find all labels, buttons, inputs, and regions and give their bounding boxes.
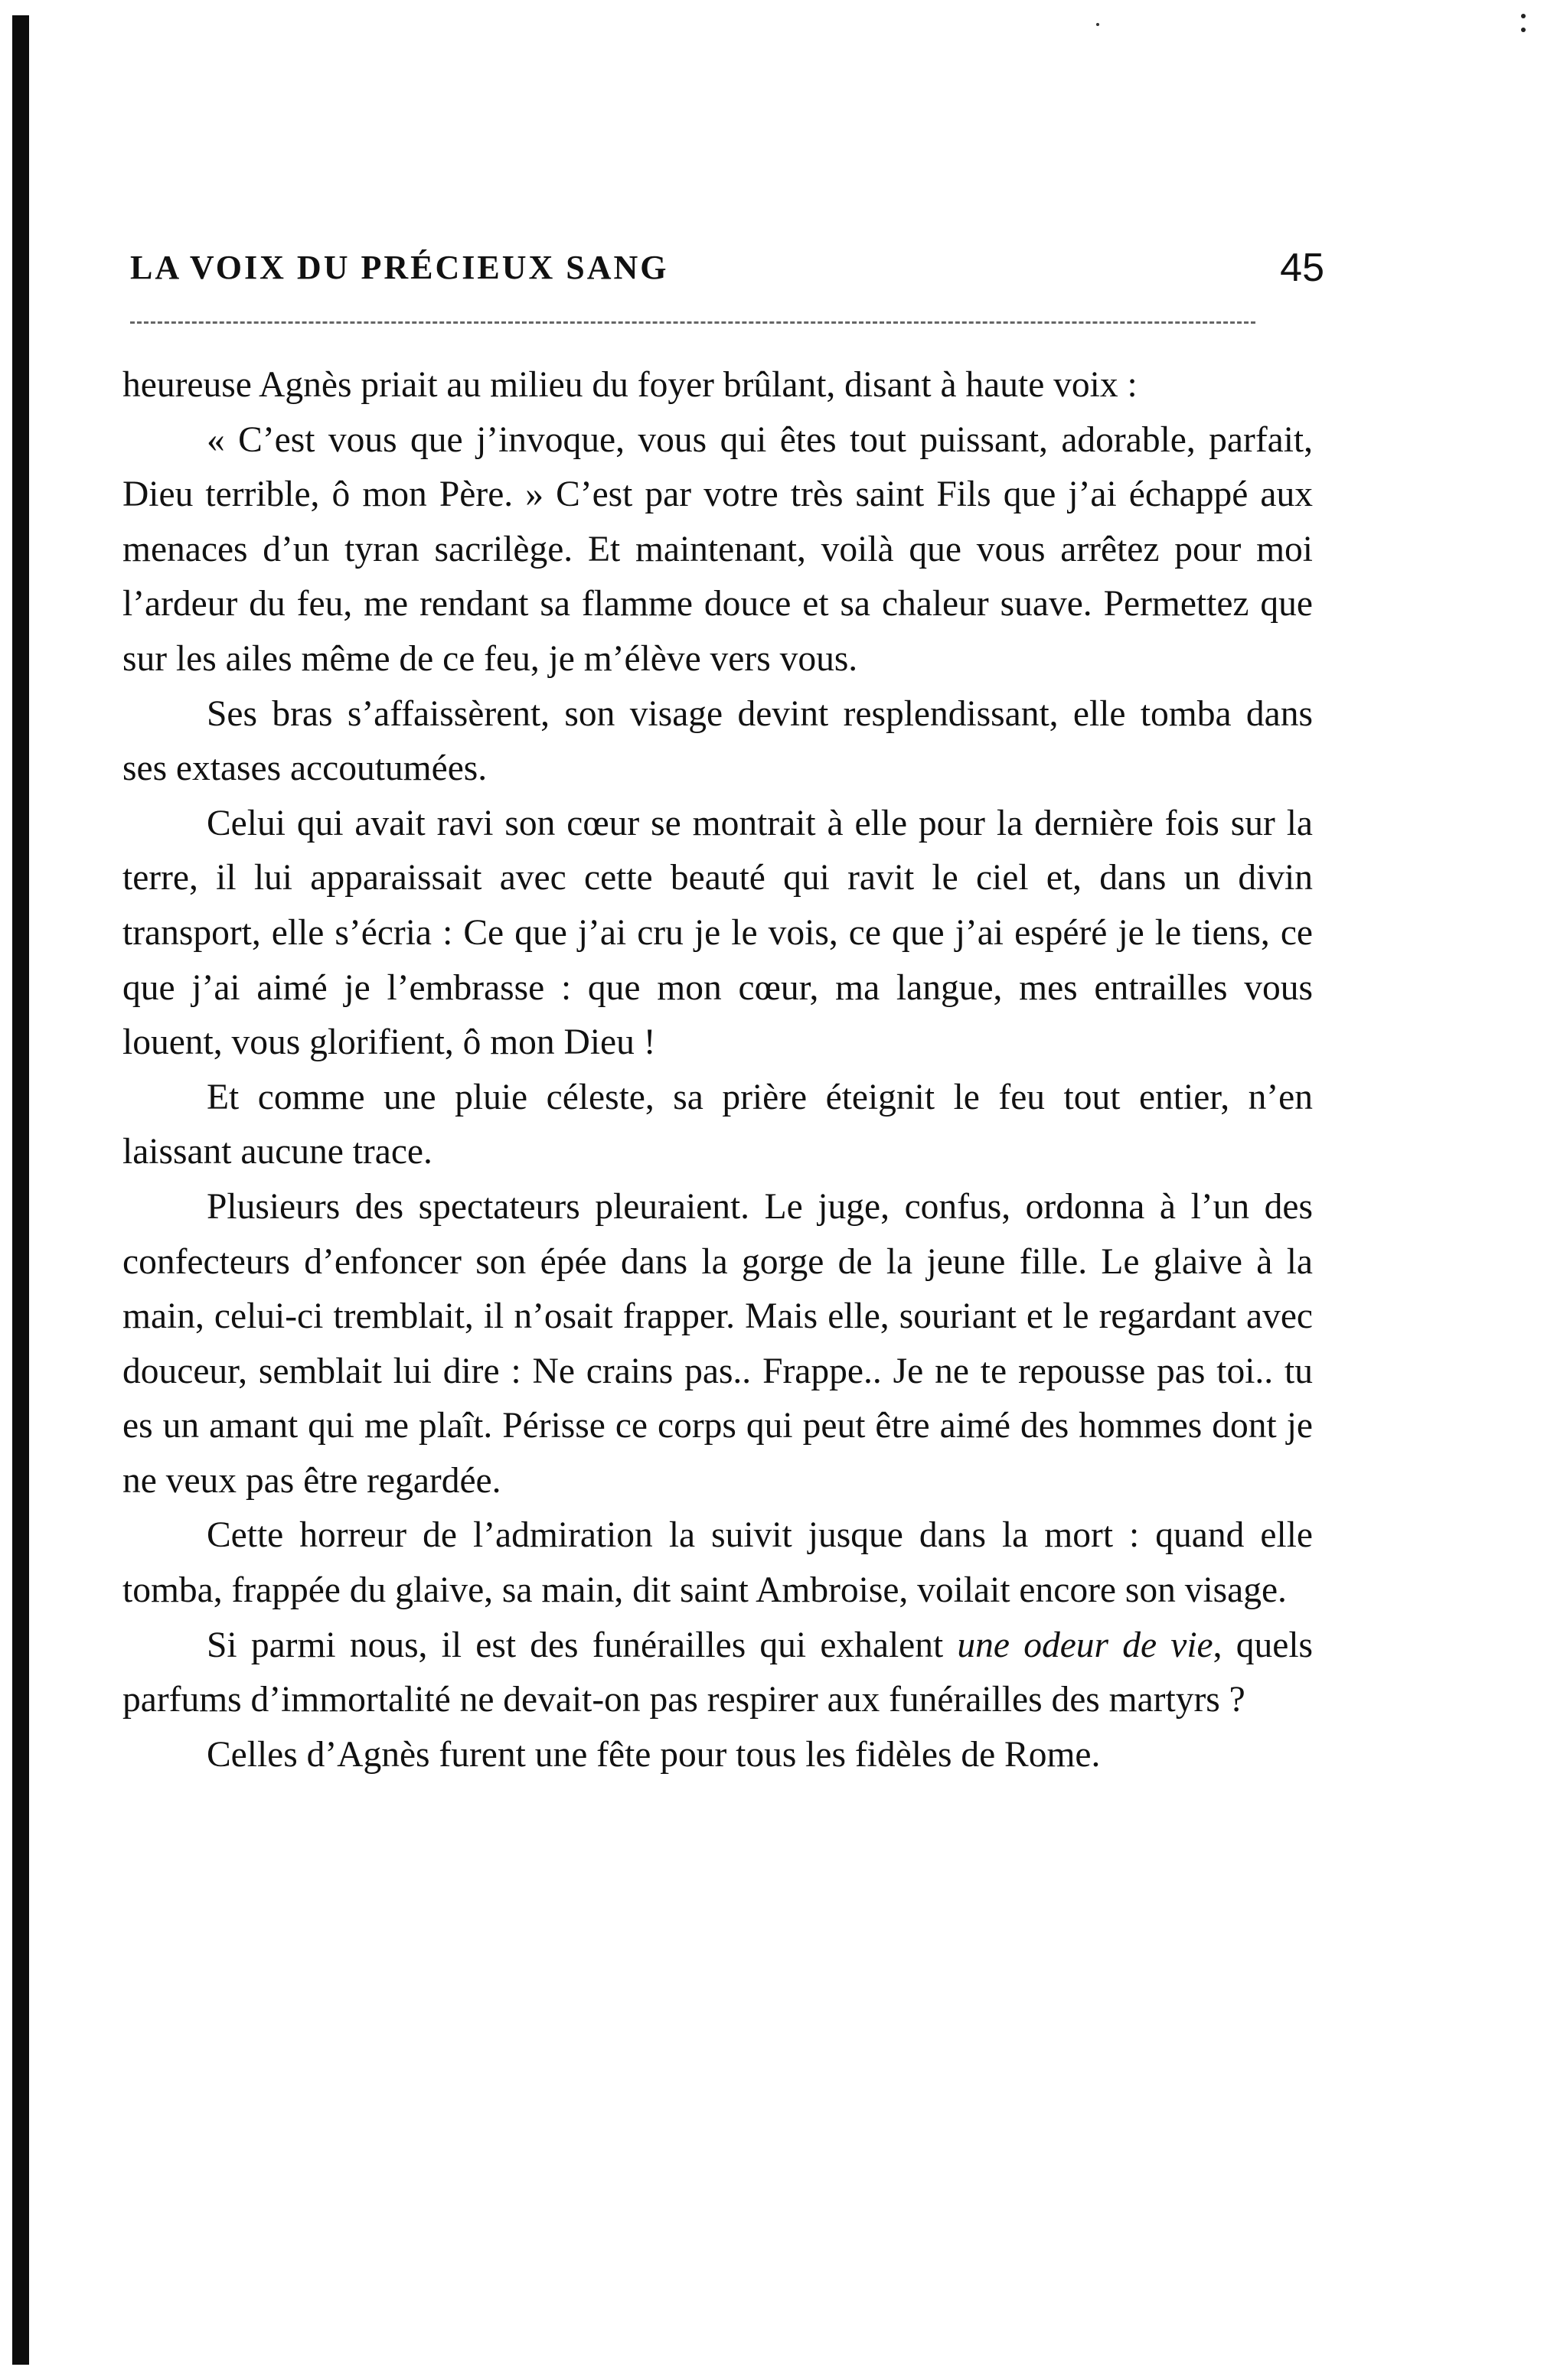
paragraph xyxy=(122,1508,1313,1618)
paragraph-text: Ses bras s’affaissèrent, son visage devint resplendissant, elle tomba dans ses extases accoutumées. xyxy=(122,693,1313,789)
paragraph-text: Cette horreur de l’admiration la suivit jusque dans la mort : quand elle tomba, frappée du glaive, sa main, dit saint Ambroise, voilait encore son visage. xyxy=(122,1515,1313,1611)
paragraph-text: heureuse Agnès priait au milieu du foyer brûlant, disant à haute voix : xyxy=(122,365,1138,405)
paragraph-text: , quels parfums d’immortalité ne devait-on pas respirer aux funérailles des martyrs ? xyxy=(122,1625,1314,1720)
italic-phrase: une odeur de vie xyxy=(957,1625,1213,1665)
paragraph-text: « C’est vous que j’invoque, vous qui êtes tout puissant, adorable, parfait, Dieu terrible, ô mon Père. » C’est par votre très saint Fils que j’ai échappé aux menaces d’un tyran sacrilège. Et maintenant, voilà que vous arrêtez pour moi l’ardeur du feu, me rendant sa flamme douce et sa chaleur suave. Permettez que sur les ailes même de ce feu, je m’élève vers vous. xyxy=(122,419,1313,679)
paragraph xyxy=(122,1180,1313,1509)
paragraph-text: Si parmi nous, il est des funérailles qui exhalent xyxy=(207,1625,958,1665)
body-text xyxy=(122,358,1313,1782)
paragraph xyxy=(122,1619,1313,1728)
paragraph xyxy=(122,797,1313,1071)
paragraph xyxy=(122,413,1313,687)
paragraph-text: Plusieurs des spectateurs pleuraient. Le juge, confus, ordonna à l’un des confecteurs d’enfoncer son épée dans la gorge de la jeune fille. Le glaive à la main, celui-ci tremblait, il n’osait frapper. Mais elle, souriant et le regardant avec douceur, semblait lui dire : Ne crains pas.. Frappe.. Je ne te repousse pas toi.. tu es un amant qui me plaît. Périsse ce corps qui peut être aimé des hommes dont je ne veux pas être regardée. xyxy=(122,1186,1313,1501)
paragraph xyxy=(122,358,1313,413)
scan-speck xyxy=(1096,23,1099,26)
scan-edge-bar xyxy=(12,15,29,2365)
paragraph-text: Celui qui avait ravi son cœur se montrait à elle pour la dernière fois sur la terre, il lui apparaissait avec cette beauté qui ravit le ciel et, dans un divin transport, elle s’écria : Ce que j’ai cru je le vois, ce que j’ai espéré je le tiens, ce que j’ai aimé je l’embrasse : que mon cœur, ma langue, mes entrailles vous louent, vous glorifient, ô mon Dieu ! xyxy=(122,803,1313,1063)
paragraph-text: Et comme une pluie céleste, sa prière éteignit le feu tout entier, n’en laissant aucune trace. xyxy=(122,1077,1313,1172)
paragraph-text: Celles d’Agnès furent une fête pour tous les fidèles de Rome. xyxy=(207,1734,1101,1775)
page-number: 45 xyxy=(1280,246,1324,290)
scan-corner-marks xyxy=(1521,14,1527,44)
running-title: LA VOIX DU PRÉCIEUX SANG xyxy=(130,249,669,286)
header-rule xyxy=(130,321,1255,324)
paragraph xyxy=(122,1071,1313,1180)
page-header xyxy=(130,245,1324,298)
paragraph xyxy=(122,687,1313,797)
paragraph xyxy=(122,1728,1313,1783)
